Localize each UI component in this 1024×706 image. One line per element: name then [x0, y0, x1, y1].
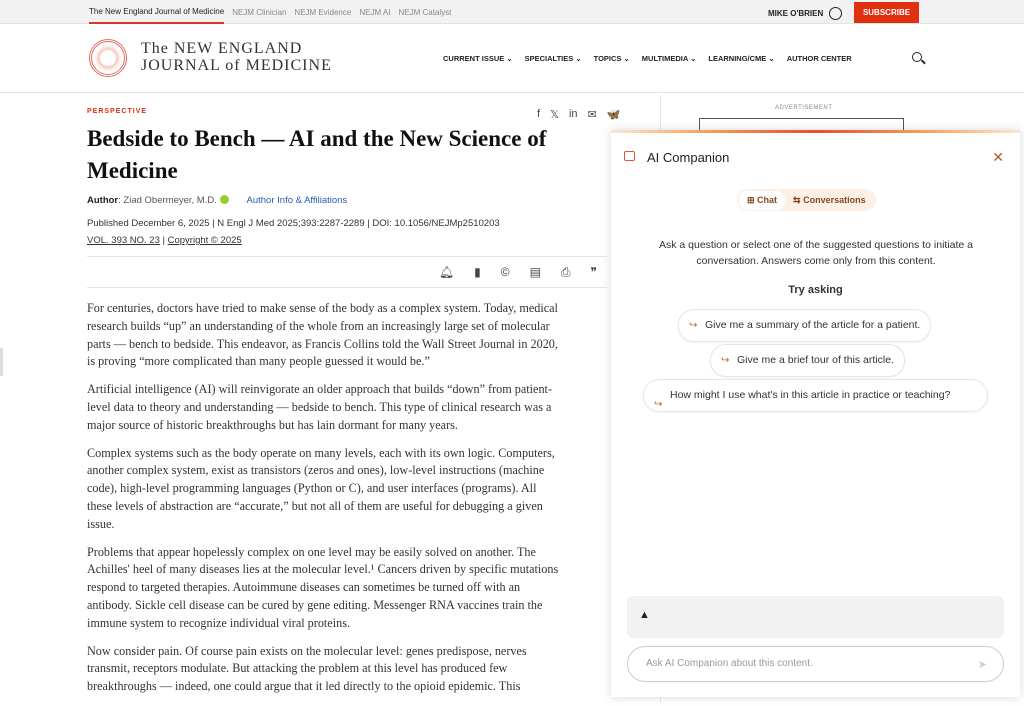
article-type: PERSPECTIVE: [87, 108, 148, 115]
nejm-seal-logo[interactable]: [89, 39, 127, 77]
print-icon[interactable]: ⎙: [560, 264, 571, 279]
author-affiliations-link[interactable]: Author Info & Affiliations: [246, 195, 348, 206]
user-icon: [829, 7, 842, 20]
advertisement-label: ADVERTISEMENT: [775, 105, 833, 111]
ai-companion-panel: [611, 130, 1020, 697]
ai-companion-icon: [624, 151, 635, 161]
bell-icon[interactable]: 🔔︎: [438, 265, 455, 279]
nav-multimedia[interactable]: MULTIMEDIA ⌄: [641, 54, 697, 63]
article-tools: [87, 256, 607, 288]
reply-arrow-icon: ↪: [689, 320, 698, 331]
panel-title: AI Companion: [647, 150, 730, 165]
x-icon[interactable]: 𝕏: [550, 109, 559, 121]
copyright-link[interactable]: Copyright © 2025: [167, 235, 242, 246]
tab-chat[interactable]: ⊞ Chat: [739, 191, 785, 210]
author-name[interactable]: : Ziad Obermeyer, M.D.: [118, 195, 217, 206]
nav-author-center[interactable]: AUTHOR CENTER: [786, 54, 852, 63]
user-name: MIKE O'BRIEN: [768, 9, 824, 18]
article-body: [87, 300, 562, 696]
volume-link[interactable]: VOL. 393 NO. 23: [87, 235, 160, 246]
intro-text: Ask a question or select one of the suggested questions to initiate a conversation. Answers come only from this content.: [658, 239, 974, 267]
close-icon[interactable]: ✕: [992, 149, 1004, 165]
ask-input[interactable]: [627, 646, 1004, 682]
nav-learning-cme[interactable]: LEARNING/CME ⌄: [708, 54, 775, 63]
reply-arrow-icon: ↪: [721, 355, 730, 366]
link-nejm-catalyst[interactable]: NEJM Catalyst: [398, 7, 452, 17]
share-bar: [537, 108, 620, 121]
tab-conversations[interactable]: ⇆ Conversations: [793, 194, 866, 205]
article-title: Bedside to Bench — AI and the New Science of Medicine: [87, 126, 547, 183]
link-nejm-clinician[interactable]: NEJM Clinician: [232, 7, 287, 17]
reply-arrow-icon: ↪: [654, 399, 663, 410]
side-tab[interactable]: [0, 348, 3, 376]
top-bar: [0, 0, 1024, 24]
panel-tabs: [737, 189, 876, 211]
link-nejm-ai[interactable]: NEJM AI: [359, 7, 391, 17]
search-icon[interactable]: [912, 52, 922, 62]
pdf-icon[interactable]: ▤: [529, 265, 541, 279]
suggestion-text: Give me a brief tour of this article.: [737, 354, 894, 366]
subscribe-button[interactable]: SUBSCRIBE: [854, 2, 919, 23]
suggestion-button[interactable]: [710, 344, 905, 377]
nav-topics[interactable]: TOPICS ⌄: [593, 54, 630, 63]
main-nav: [443, 54, 852, 63]
site-header: [0, 24, 1024, 93]
suggestion-button[interactable]: [643, 379, 988, 412]
send-icon[interactable]: ➤: [977, 659, 987, 671]
warning-icon: ▲: [639, 609, 650, 621]
warning-box: [627, 596, 1004, 638]
suggestion-text: Give me a summary of the article for a patient.: [705, 319, 921, 331]
orcid-icon[interactable]: [220, 195, 229, 204]
publication-info: Published December 6, 2025 | N Engl J Med 2025;393:2287-2289 | DOI: 10.1056/NEJMp2510203: [87, 218, 500, 229]
paragraph: Now consider pain. Of course pain exists on the molecular level: genes predispose, nerves transmit, receptors modulate. But attacking the problem at this level has produced few breakthroughs — indeed, one could argue that it led directly to the opioid epidemic. This: [87, 643, 527, 694]
paragraph: For centuries, doctors have tried to make sense of the body as a complex system. Today, medical research builds “up” an understanding of the whole from an increasingly large set of molecular parts — bench to bedside. This endeavor, as Francis Collins told the Wall Street Journal in 2020, is proving “more complicated than many people guessed it would be.”: [87, 301, 558, 369]
nav-current-issue[interactable]: CURRENT ISSUE ⌄: [443, 54, 513, 63]
paragraph: Artificial intelligence (AI) will reinvigorate an older approach that builds “down” from patient-level data to theory and understanding — bedside to bench. This type of clinical research was a major source of historic breakthroughs but has lain dormant for many years.: [87, 382, 552, 432]
tab-chat-label: Chat: [757, 194, 778, 205]
nav-specialties[interactable]: SPECIALTIES ⌄: [524, 54, 582, 63]
author-label: Author: [87, 195, 119, 206]
nejm-logo[interactable]: [141, 40, 332, 74]
logo-line1: The NEW ENGLAND: [141, 40, 303, 57]
input-placeholder: Ask AI Companion about this content.: [646, 658, 813, 669]
suggestion-button[interactable]: [678, 309, 931, 342]
logo-line2: JOURNAL of MEDICINE: [141, 57, 332, 74]
link-nejm[interactable]: The New England Journal of Medicine: [89, 0, 224, 24]
user-menu[interactable]: [768, 7, 842, 20]
article: PERSPECTIVE f 𝕏 in ✉ 🦋 Bedside to Bench — AI and the New Science of Medicine Author: Ziad Obermeyer, M.D. Author Info & Affiliations Published December 6, 2025 | N Engl J Med 2025;393:2287-2289 | DOI: 10.1056/NEJMp2510203 VOL. 393 NO. 23 | Copyright © 2025 🔔︎ ▮ © ▤ ⎙ ❞ For centuries, doctors have tried to make sense of the body as a complex system. Today, medical research builds “up” an understanding of the whole from an increasingly large set of molecular parts — bench to bedside. This endeavor, as Francis Collins told the Wall Street Journal in 2020, is proving “more complicated than many people guessed it would be.” Artificial intelligence (AI) will reinvigorate an older approach that builds “down” from patient-level data to theory and understanding — bedside to bench. This type of clinical research was a major source of historic breakthroughs but has lain dormant for many years. Complex systems such as the body operate on many levels, each with its own logic. Computers, another complex system, exist as transistors (zeros and ones), low-level instructions (machine code), high-level programming languages (Python or C), and user interfaces (programs). All these levels of abstraction are “accurate,” but not all of them are useful for debugging a given issue. Problems that appear hopelessly complex on one level may be easily solved on another. The Achilles' heel of many diseases lies at the molecular level.¹ Cancers driven by specific mutations respond to targeted therapies. Autoimmune diseases can sometimes be turned off with an antibody. Sickle cell disease can be cured by gene editing. Messenger RNA vaccines train the immune system to recognize individual viral proteins. Now consider pain. Of course pain exists on the molecular level: genes predispose, nerves transmit, receptors modulate. But attacking the problem at this level has produced few breakthroughs — indeed, one could argue that it led directly to the opioid epidemic. This: [87, 100, 607, 706]
paragraph: Problems that appear hopelessly complex on one level may be easily solved on another. The Achilles' heel of many diseases lies at the molecular level.¹ Cancers driven by specific mutations respond to targeted therapies. Autoimmune diseases can sometimes be turned off with an antibody. Sickle cell disease can be cured by gene editing. Messenger RNA vaccines train the immune system to recognize individual viral proteins.: [87, 544, 559, 630]
copyright-icon[interactable]: ©: [500, 265, 510, 279]
email-icon[interactable]: ✉: [587, 109, 597, 121]
paragraph: Complex systems such as the body operate on many levels, each with its own logic. Computers, another complex system, exist as transistors (zeros and ones), low-level instructions (machine code), high-level programming languages (Python or C), and user interfaces (programs). All these levels of abstraction are “accurate,” but not all of them are useful for debugging a given issue.: [87, 445, 555, 531]
cite-icon[interactable]: ❞: [590, 265, 597, 279]
suggestion-text: How might I use what's in this article in practice or teaching?: [670, 389, 951, 401]
linkedin-icon[interactable]: in: [568, 108, 578, 120]
tab-conversations-label: Conversations: [803, 194, 866, 205]
author-line: [87, 195, 607, 206]
bookmark-icon[interactable]: ▮: [474, 265, 481, 279]
facebook-icon[interactable]: f: [537, 108, 541, 120]
bluesky-icon[interactable]: 🦋: [606, 109, 621, 121]
try-asking-heading: Try asking: [788, 284, 843, 296]
link-nejm-evidence[interactable]: NEJM Evidence: [294, 7, 352, 17]
